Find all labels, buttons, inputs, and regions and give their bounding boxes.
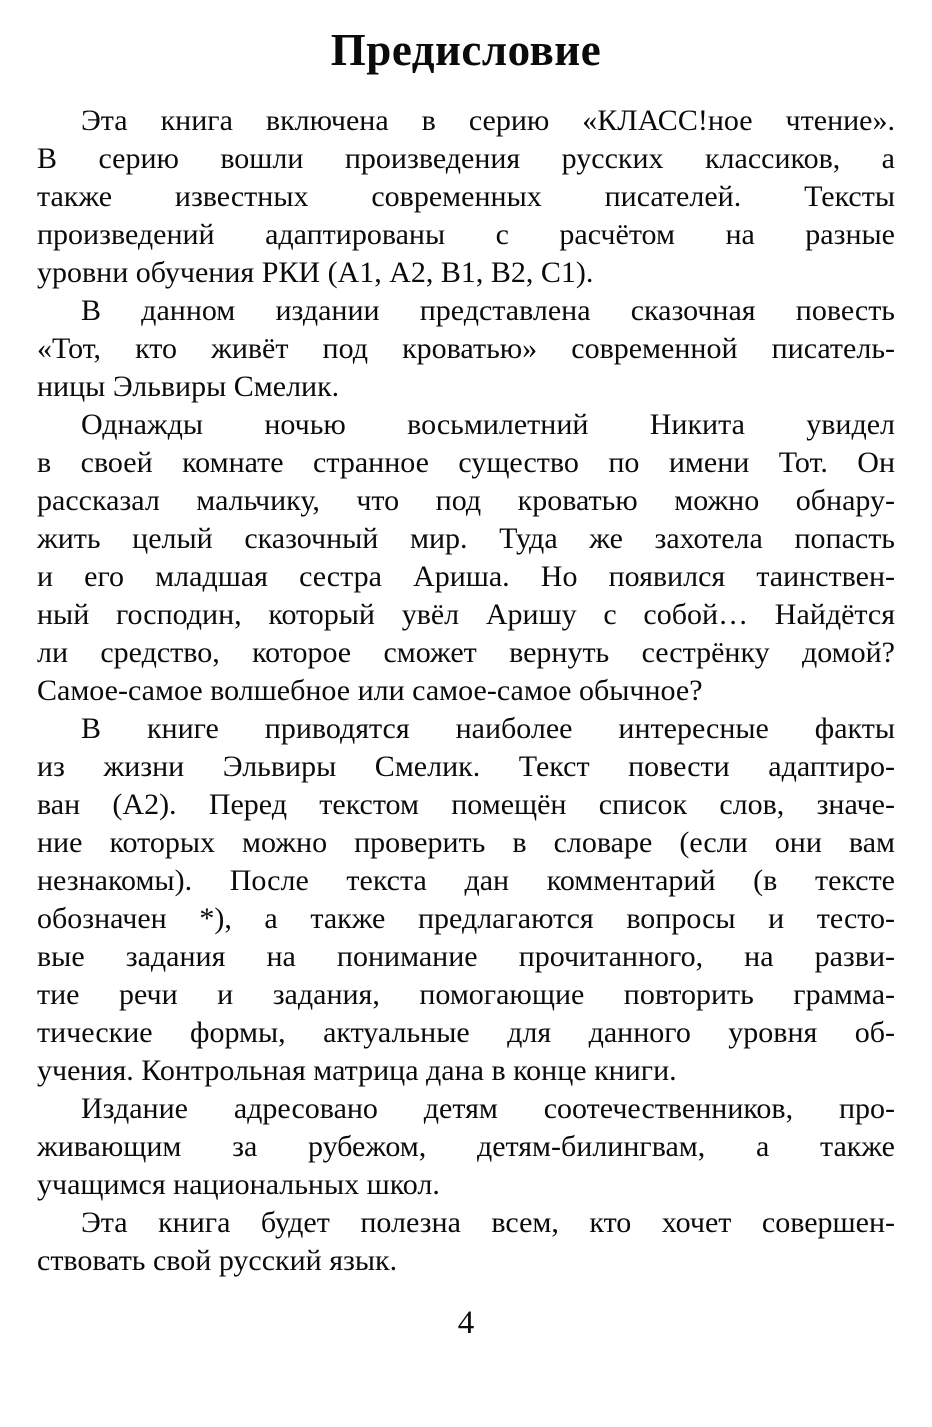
text-line: ван (А2). Перед текстом помещён список слов, значе- [37,788,895,821]
page-number: 4 [457,1305,475,1341]
paragraph [37,102,895,292]
text-line: и его младшая сестра Ариша. Но появился таинствен- [37,560,895,593]
text-line: «Тот, кто живёт под кроватью» современной писатель- [37,332,895,365]
text-line: учащимся национальных школ. [37,1168,440,1201]
text-line: В книге приводятся наиболее интересные факты [81,712,895,745]
text-line: ствовать свой русский язык. [37,1244,398,1277]
text-line: произведений адаптированы с расчётом на разные [37,218,895,251]
text-line: В данном издании представлена сказочная повесть [81,294,895,327]
text-line: жить целый сказочный мир. Туда же захотела попасть [37,522,895,555]
text-line: учения. Контрольная матрица дана в конце книги. [37,1054,677,1087]
text-line: ницы Эльвиры Смелик. [37,370,340,403]
text-line: ли средство, которое сможет вернуть сестрёнку домой? [37,636,895,669]
text-line: рассказал мальчику, что под кроватью можно обнару- [37,484,895,517]
text-line: также известных современных писателей. Тексты [37,180,895,213]
text-line: ный господин, который увёл Аришу с собой… Найдётся [37,598,895,631]
text-line: живающим за рубежом, детям-билингвам, а также [37,1130,895,1163]
text-line: В серию вошли произведения русских классиков, а [37,142,895,175]
text-line: в своей комнате странное существо по имени Тот. Он [37,446,895,479]
text-line: Однажды ночью восьмилетний Никита увидел [81,408,895,441]
page-content [37,24,895,1280]
text-line: уровни обучения РКИ (А1, А2, В1, В2, С1). [37,256,594,289]
paragraph [37,406,895,710]
text-line: Эта книга включена в серию «КЛАСС!ное чтение». [81,104,895,137]
text-line: ние которых можно проверить в словаре (если они вам [37,826,895,859]
text-line: Издание адресовано детям соотечественников, про- [81,1092,895,1125]
page-title: Предисловие [330,25,602,75]
paragraph [37,710,895,1090]
text-line: Самое-самое волшебное или самое-самое обычное? [37,674,703,707]
text-line: из жизни Эльвиры Смелик. Текст повести адаптиро- [37,750,895,783]
text-line: Эта книга будет полезна всем, кто хочет совершен- [81,1206,895,1239]
page-body [37,102,895,1280]
text-line: вые задания на понимание прочитанного, на разви- [37,940,895,973]
paragraph [37,1090,895,1204]
text-line: обозначен *), а также предлагаются вопросы и тесто- [37,902,895,935]
paragraph [37,292,895,406]
text-line: незнакомы). После текста дан комментарий (в тексте [37,864,895,897]
text-line: тические формы, актуальные для данного уровня об- [37,1016,895,1049]
paragraph [37,1204,895,1280]
text-line: тие речи и задания, помогающие повторить грамма- [37,978,895,1011]
